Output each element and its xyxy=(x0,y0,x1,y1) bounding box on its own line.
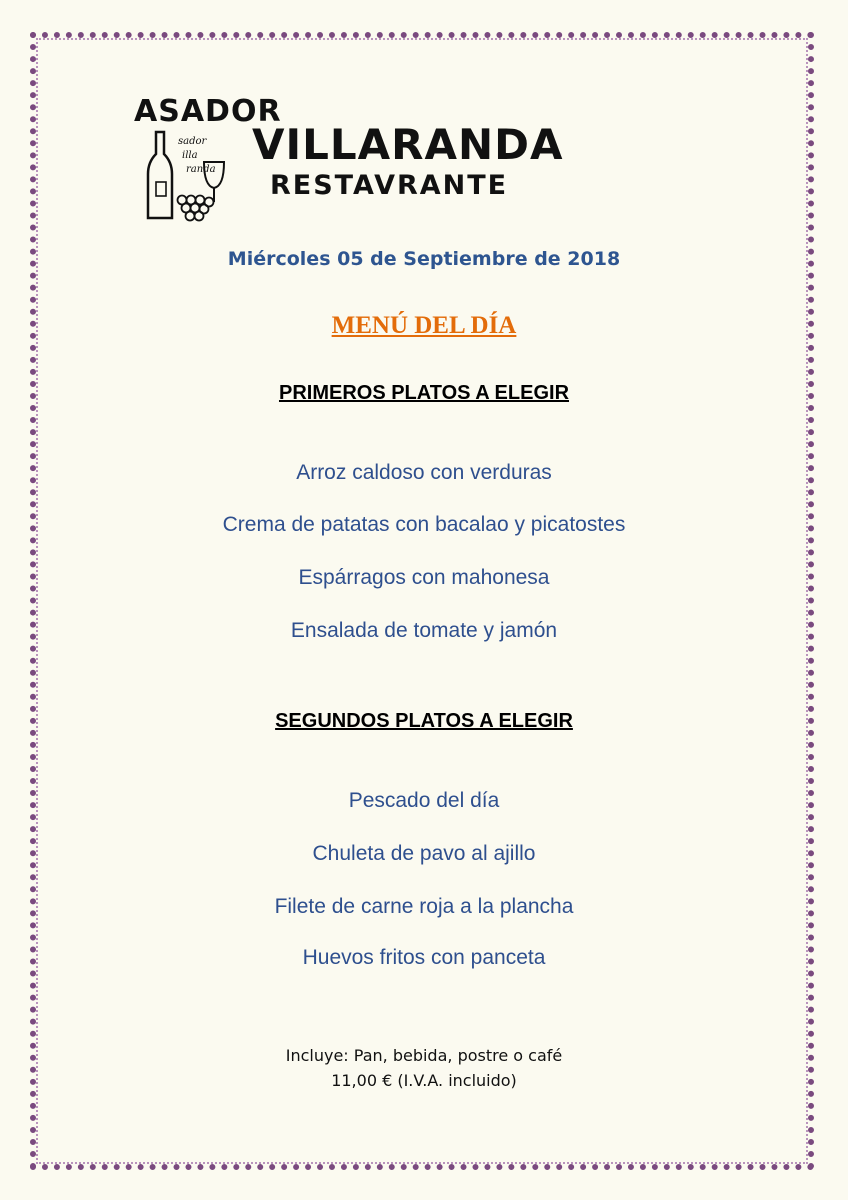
dish-item: Chuleta de pavo al ajillo xyxy=(312,842,536,865)
wine-bottle-grapes-icon xyxy=(142,128,242,224)
first-courses-title: PRIMEROS PLATOS A ELEGIR xyxy=(278,382,570,404)
menu-title: MENÚ DEL DÍA xyxy=(331,312,517,339)
dish-item: Huevos fritos con panceta xyxy=(302,946,546,969)
includes-note: Incluye: Pan, bebida, postre o café xyxy=(285,1046,563,1065)
svg-text:randa: randa xyxy=(186,164,216,175)
menu-date: Miércoles 05 de Septiembre de 2018 xyxy=(227,248,621,270)
second-courses-title: SEGUNDOS PLATOS A ELEGIR xyxy=(275,710,573,732)
dish-item: Crema de patatas con bacalao y picatostes xyxy=(222,513,626,536)
dish-item: Ensalada de tomate y jamón xyxy=(290,619,558,642)
dish-item: Pescado del día xyxy=(348,789,500,812)
logo-word-villaranda: VILLARANDA xyxy=(252,120,564,169)
svg-text:sador: sador xyxy=(178,136,207,147)
logo-word-restaurante: RESTAVRANTE xyxy=(270,170,509,201)
price: 11,00 € (I.V.A. incluido) xyxy=(331,1071,517,1090)
dish-item: Espárragos con mahonesa xyxy=(298,566,550,589)
dish-item: Arroz caldoso con verduras xyxy=(296,461,552,484)
dish-item: Filete de carne roja a la plancha xyxy=(274,895,574,918)
restaurant-logo xyxy=(134,94,564,224)
svg-text:illa: illa xyxy=(182,150,198,161)
logo-word-asador: ASADOR xyxy=(134,94,282,129)
